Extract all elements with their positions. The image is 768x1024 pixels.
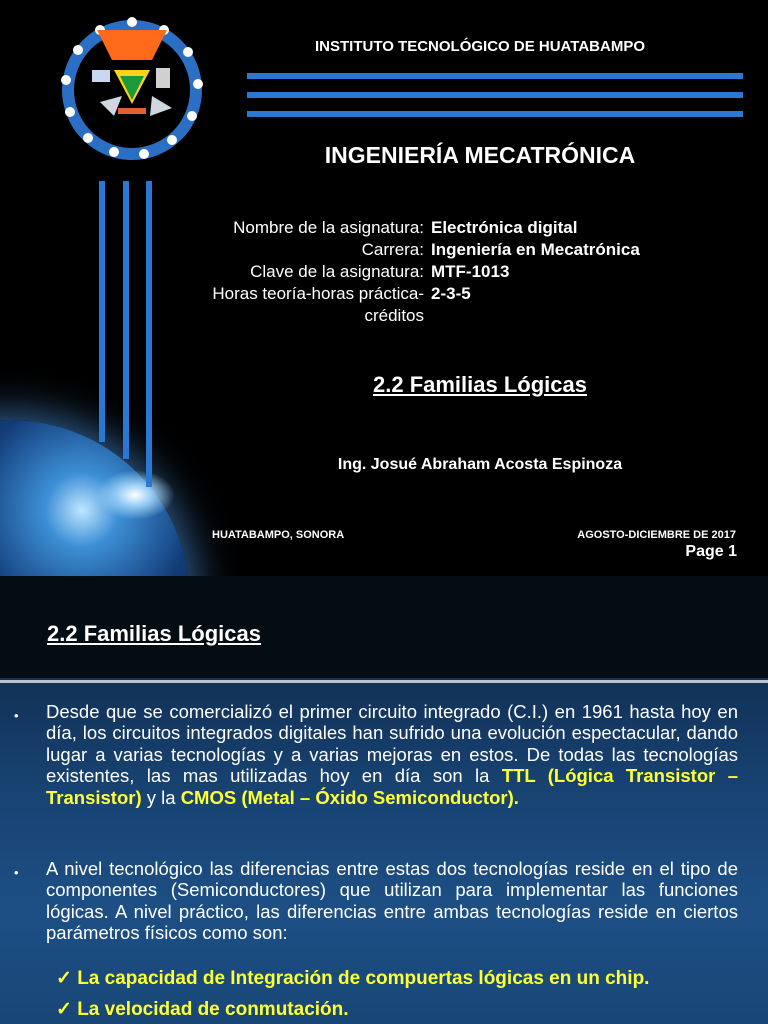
sun-glow xyxy=(95,470,175,520)
paragraph-differences: A nivel tecnológico las diferencias entre estas dos tecnologías reside en el tipo de componentes (Semiconductores) que utilizan para implementar las funciones lógicas. A nivel práctico, las diferencias entre ambas tecnologías reside en ciertos parámetros físicos como son: xyxy=(46,858,738,944)
info-labels xyxy=(160,217,424,327)
bullet-icon: • xyxy=(14,865,19,880)
header-divider xyxy=(0,680,768,683)
institute-seal-logo xyxy=(52,12,212,162)
hours-label: Horas teoría-horas práctica- xyxy=(212,284,424,303)
subject-label: Nombre de la asignatura: xyxy=(233,218,424,237)
decor-vertical-bar xyxy=(123,181,129,459)
paragraph-history xyxy=(46,701,738,808)
ttl-highlight: TTL (Lógica Transistor – Transistor) xyxy=(46,765,738,808)
paragraph-history-text: Desde que se comercializó el primer circuito integrado (C.I.) en 1961 hasta hoy en día, los circuitos integrados digitales han sufrido una evolución espectacular, dando lugar a varias tecnologías y a varias mejoras en estos. De todas las tecnologías existentes, las mas utilizadas hoy en día son la xyxy=(46,701,738,787)
subject-value: Electrónica digital xyxy=(431,218,578,237)
bullet-icon: • xyxy=(14,708,19,723)
code-value: MTF-1013 xyxy=(431,262,510,281)
checklist-item-integration: ✓ La capacidad de Integración de compuertas lógicas en un chip. xyxy=(56,968,650,989)
slide-title: 2.2 Familias Lógicas xyxy=(47,621,261,646)
page-number: Page 1 xyxy=(685,543,737,560)
career-title: INGENIERÍA MECATRÓNICA xyxy=(324,142,636,168)
author-name: Ing. Josué Abraham Acosta Espinoza xyxy=(337,456,623,473)
decor-vertical-bar xyxy=(146,181,152,487)
institute-name: INSTITUTO TECNOLÓGICO DE HUATABAMPO xyxy=(315,38,645,55)
hours-value: 2-3-5 xyxy=(431,284,471,303)
content-slide xyxy=(0,576,768,1024)
checklist-item-speed: ✓ La velocidad de conmutación. xyxy=(56,999,349,1020)
decor-horizontal-bar xyxy=(247,111,743,117)
cmos-highlight: CMOS (Metal – Óxido Semiconductor). xyxy=(180,786,519,808)
decor-vertical-bar xyxy=(99,181,105,442)
career-value: Ingeniería en Mecatrónica xyxy=(431,240,640,259)
decor-horizontal-bar xyxy=(247,92,743,98)
date-range: AGOSTO-DICIEMBRE DE 2017 xyxy=(577,529,736,541)
info-values xyxy=(431,217,731,305)
credits-label: créditos xyxy=(364,306,424,325)
code-label: Clave de la asignatura: xyxy=(250,262,424,281)
career-label: Carrera: xyxy=(361,240,424,259)
decor-horizontal-bar xyxy=(247,73,743,79)
and-text: y la xyxy=(141,786,181,808)
topic-title: 2.2 Familias Lógicas xyxy=(373,372,587,397)
location: HUATABAMPO, SONORA xyxy=(212,529,345,541)
